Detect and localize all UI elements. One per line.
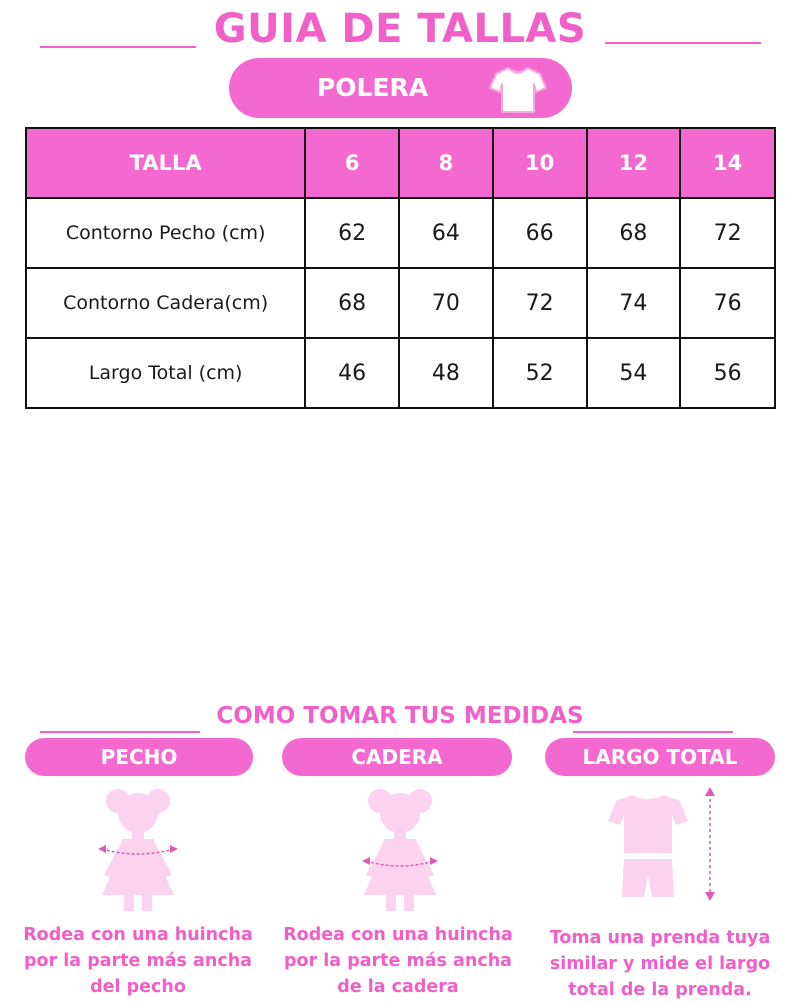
table-row (26, 268, 775, 338)
column-header: 6 (305, 128, 399, 198)
column-header: 8 (399, 128, 493, 198)
column-header: 10 (493, 128, 587, 198)
table-cell: 64 (399, 198, 493, 268)
table-cell: 74 (587, 268, 681, 338)
garment-length-icon (598, 783, 728, 913)
size-table (25, 127, 776, 409)
table-cell: 62 (305, 198, 399, 268)
table-cell: 72 (680, 198, 775, 268)
cadera-caption: Rodea con una huincha por la parte más ancha de la cadera (283, 925, 513, 997)
title-right-line (605, 42, 761, 44)
column-header: 12 (587, 128, 681, 198)
table-row (26, 198, 775, 268)
table-cell: 76 (680, 268, 775, 338)
cadera-pill: CADERA (282, 738, 512, 776)
row-label: Contorno Pecho (cm) (26, 198, 305, 268)
table-cell: 70 (399, 268, 493, 338)
table-cell: 68 (305, 268, 399, 338)
table-header-row (26, 128, 775, 198)
largo-total-caption: Toma una prenda tuya similar y mide el largo total de la prenda. (549, 928, 771, 1000)
table-cell: 52 (493, 338, 587, 408)
column-header: 14 (680, 128, 775, 198)
table-cell: 66 (493, 198, 587, 268)
section-right-line (573, 731, 733, 733)
table-row (26, 338, 775, 408)
row-label: Largo Total (cm) (26, 338, 305, 408)
tshirt-icon (488, 62, 548, 116)
table-cell: 56 (680, 338, 775, 408)
subtitle-text: POLERA (316, 73, 429, 102)
girl-hip-measure-icon (350, 783, 450, 913)
largo-total-pill: LARGO TOTAL (545, 738, 775, 776)
table-cell: 48 (399, 338, 493, 408)
table-cell: 54 (587, 338, 681, 408)
section-left-line (40, 731, 200, 733)
page-title: GUIA DE TALLAS (213, 6, 587, 52)
row-label: Contorno Cadera(cm) (26, 268, 305, 338)
column-header: TALLA (26, 128, 305, 198)
girl-chest-measure-icon (88, 783, 188, 913)
section-title: COMO TOMAR TUS MEDIDAS (216, 703, 584, 729)
pecho-caption: Rodea con una huincha por la parte más ancha del pecho (23, 925, 253, 997)
pecho-pill: PECHO (25, 738, 253, 776)
table-cell: 46 (305, 338, 399, 408)
table-cell: 72 (493, 268, 587, 338)
table-cell: 68 (587, 198, 681, 268)
